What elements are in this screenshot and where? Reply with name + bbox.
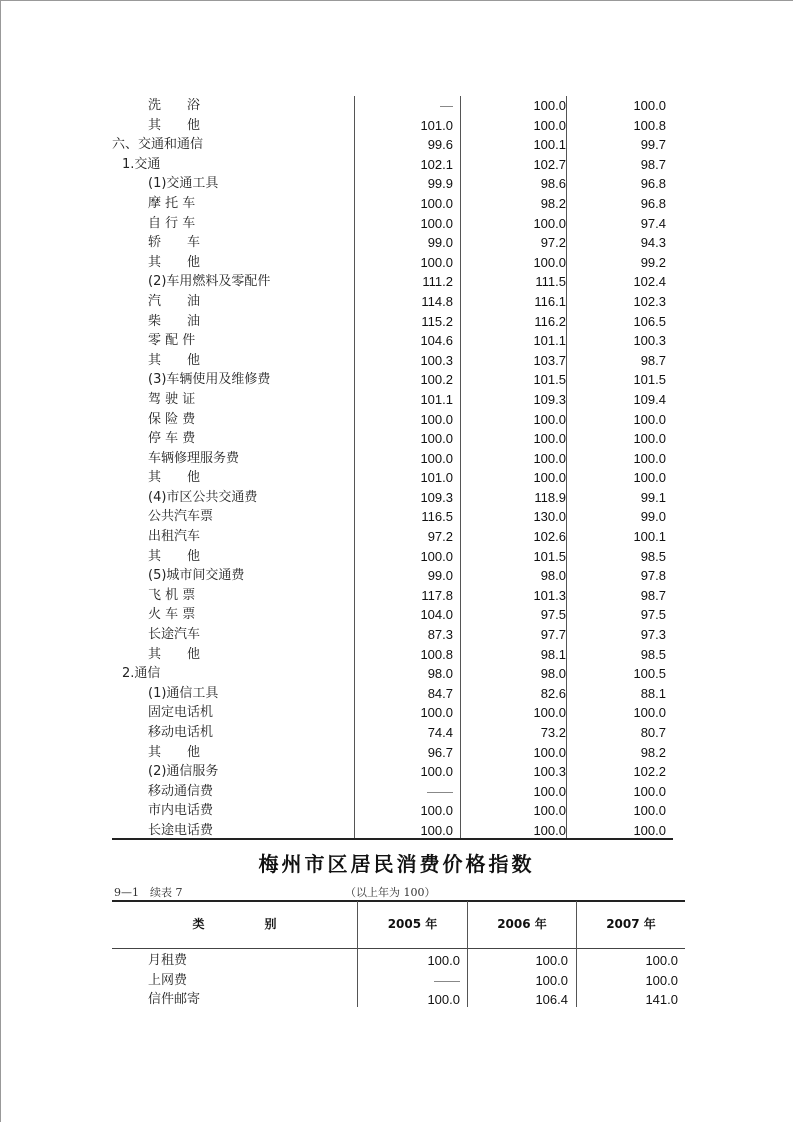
value-2007: 100.0 <box>633 411 666 427</box>
value-2005: 87.3 <box>427 627 453 643</box>
category-label: 长途汽车 <box>148 627 201 643</box>
table-row <box>112 370 673 390</box>
value-2007: 100.0 <box>633 431 666 447</box>
value-2005: 100.0 <box>427 992 460 1008</box>
category-label: 公共汽车票 <box>148 509 214 525</box>
table-row <box>112 331 673 351</box>
value-2006: 73.2 <box>540 725 566 740</box>
value-2006: 109.3 <box>533 391 566 407</box>
value-2006: 106.4 <box>535 992 568 1008</box>
value-2007: 98.2 <box>640 744 666 760</box>
category-label: 其 他 <box>148 254 201 270</box>
value-2006: 101.5 <box>533 372 566 388</box>
value-2005: 117.8 <box>421 587 453 603</box>
category-label: 柴 油 <box>148 313 201 329</box>
table-row <box>112 155 673 175</box>
header-2005: 2005 年 <box>387 917 438 931</box>
value-2006: 100.0 <box>533 822 566 838</box>
value-2007: 94.3 <box>640 235 666 251</box>
category-label: (1)通信工具 <box>148 685 219 701</box>
value-2007: 102.4 <box>633 274 666 290</box>
value-2006: 100.3 <box>533 764 566 780</box>
value-2005: 84.7 <box>427 685 453 701</box>
column-divider <box>460 96 461 838</box>
value-2007: 100.8 <box>633 117 666 133</box>
value-2007: 88.1 <box>640 685 666 701</box>
value-2006: 103.7 <box>533 352 566 368</box>
value-2006: 98.0 <box>540 568 566 584</box>
value-2005: 116.5 <box>421 509 453 525</box>
value-2005: 100.0 <box>420 764 453 780</box>
value-2005: 97.2 <box>427 529 453 545</box>
value-2005: 100.3 <box>420 352 453 368</box>
category-label: 移动通信费 <box>148 783 214 799</box>
value-2006: 100.0 <box>535 972 568 988</box>
value-2005: 100.8 <box>420 646 453 662</box>
value-2007: 99.2 <box>640 254 666 270</box>
table-row <box>112 782 673 802</box>
value-2006: 97.2 <box>540 235 566 251</box>
table-row <box>112 762 673 782</box>
value-2006: 101.5 <box>533 548 566 564</box>
value-2007: 100.0 <box>633 822 666 838</box>
value-2006: 100.0 <box>533 450 566 466</box>
table-row <box>112 801 673 821</box>
value-2005: 100.0 <box>420 705 453 721</box>
value-2006: 98.2 <box>540 195 566 211</box>
value-2005: —— <box>434 972 460 988</box>
category-label: 信件邮寄 <box>148 992 201 1008</box>
table-row <box>112 135 673 155</box>
table-row <box>112 194 673 214</box>
table-row <box>112 272 673 292</box>
category-label: 洗 浴 <box>148 98 201 113</box>
value-2006: 111.5 <box>535 274 566 290</box>
category-label: 停 车 费 <box>148 431 196 447</box>
value-2006: 100.0 <box>533 470 566 486</box>
value-2005: 100.0 <box>420 803 453 819</box>
value-2006: 130.0 <box>533 509 566 525</box>
category-label: 零 配 件 <box>148 333 196 349</box>
value-2007: 98.5 <box>640 548 666 564</box>
table-row <box>112 410 673 430</box>
value-2007: 97.8 <box>640 568 666 584</box>
table-row <box>112 507 673 527</box>
category-label: (5)城市间交通费 <box>148 568 245 584</box>
value-2006: 102.7 <box>533 156 566 172</box>
base-note: （以上年为 100） <box>345 886 436 899</box>
value-2005: 104.6 <box>420 333 453 349</box>
value-2005: 74.4 <box>427 725 453 740</box>
category-label: (2)通信服务 <box>148 764 219 780</box>
value-2007: 100.0 <box>645 972 678 988</box>
table-row <box>112 214 673 234</box>
value-2007: 100.0 <box>645 953 678 968</box>
value-2007: 99.7 <box>640 137 666 153</box>
value-2006: 100.0 <box>533 411 566 427</box>
value-2007: 106.5 <box>633 313 666 329</box>
value-2007: 141.0 <box>645 992 678 1008</box>
value-2007: 80.7 <box>640 725 666 740</box>
value-2007: 96.8 <box>640 176 666 192</box>
category-label: 出租汽车 <box>148 529 201 545</box>
category-label: 火 车 票 <box>148 607 196 623</box>
value-2005: 96.7 <box>427 744 453 760</box>
table-row <box>112 292 673 312</box>
value-2007: 98.7 <box>640 352 666 368</box>
table-row <box>112 971 685 991</box>
value-2006: 100.0 <box>533 215 566 231</box>
category-label: 其 他 <box>148 646 201 662</box>
category-label: 上网费 <box>148 972 188 988</box>
category-label: 六、交通和通信 <box>112 137 204 153</box>
table-row <box>112 723 673 743</box>
table-row <box>112 703 673 723</box>
value-2005: 104.0 <box>420 607 453 623</box>
table-row <box>112 566 673 586</box>
category-label: (4)市区公共交通费 <box>148 489 258 505</box>
column-divider <box>566 96 567 838</box>
value-2007: 100.1 <box>633 529 666 545</box>
value-2006: 100.0 <box>533 744 566 760</box>
category-label: 其 他 <box>148 470 201 486</box>
value-2005: 115.2 <box>421 313 453 329</box>
value-2006: 82.6 <box>540 685 566 701</box>
value-2007: 101.5 <box>633 372 666 388</box>
value-2006: 118.9 <box>534 489 566 505</box>
table-bottom-rule <box>112 838 673 840</box>
value-2005: 99.6 <box>427 137 453 153</box>
category-label: 其 他 <box>148 117 201 133</box>
category-label: 市内电话费 <box>148 803 214 819</box>
table-row <box>112 174 673 194</box>
value-2006: 100.0 <box>535 953 568 968</box>
value-2005: 100.0 <box>420 548 453 564</box>
table-row <box>112 233 673 253</box>
value-2007: 100.0 <box>633 705 666 721</box>
category-label: 其 他 <box>148 744 201 760</box>
header-2007: 2007 年 <box>606 917 656 931</box>
category-label: 飞 机 票 <box>148 587 196 603</box>
category-label: 自 行 车 <box>148 215 196 231</box>
value-2005: — <box>440 98 453 113</box>
value-2007: 100.5 <box>633 666 666 682</box>
cpi-table-continued <box>112 96 673 841</box>
value-2005: 100.0 <box>420 822 453 838</box>
value-2005: 101.0 <box>420 470 453 486</box>
value-2006: 98.1 <box>540 646 566 662</box>
value-2005: 100.0 <box>420 431 453 447</box>
value-2005: 114.8 <box>421 293 453 309</box>
value-2007: 99.0 <box>640 509 666 525</box>
value-2006: 100.0 <box>533 117 566 133</box>
table-row <box>112 743 673 763</box>
value-2006: 116.2 <box>534 313 566 329</box>
category-label: 移动电话机 <box>148 725 214 740</box>
category-label: 摩 托 车 <box>148 195 196 211</box>
value-2006: 97.5 <box>540 607 566 623</box>
value-2005: 100.2 <box>420 372 453 388</box>
value-2007: 99.1 <box>640 489 666 505</box>
table-row <box>112 488 673 508</box>
header-rule <box>112 948 685 949</box>
column-divider <box>354 96 355 838</box>
table-row <box>112 527 673 547</box>
value-2006: 100.0 <box>533 705 566 721</box>
value-2005: 100.0 <box>420 254 453 270</box>
value-2007: 98.7 <box>640 156 666 172</box>
value-2006: 102.6 <box>533 529 566 545</box>
value-2007: 102.2 <box>633 764 666 780</box>
table-row <box>112 605 673 625</box>
value-2006: 100.0 <box>533 803 566 819</box>
category-label: 驾 驶 证 <box>148 391 196 407</box>
category-label: 1.交通 <box>122 156 161 172</box>
table-row <box>112 390 673 410</box>
value-2005: 111.2 <box>422 274 453 290</box>
table-row <box>112 664 673 684</box>
value-2006: 116.1 <box>534 293 566 309</box>
value-2007: 100.0 <box>633 470 666 486</box>
category-label: 汽 油 <box>148 293 201 309</box>
category-label: 其 他 <box>148 548 201 564</box>
category-label: 车辆修理服务费 <box>148 450 240 466</box>
value-2006: 101.3 <box>533 587 566 603</box>
category-label: 长途电话费 <box>148 822 214 838</box>
header-category: 类 别 <box>192 917 277 931</box>
value-2005: 101.1 <box>420 391 453 407</box>
category-label: 保 险 费 <box>148 411 196 427</box>
value-2007: 96.8 <box>640 195 666 211</box>
value-2006: 100.0 <box>533 98 566 113</box>
value-2007: 97.3 <box>640 627 666 643</box>
value-2007: 100.0 <box>633 450 666 466</box>
category-label: 其 他 <box>148 352 201 368</box>
value-2007: 97.5 <box>640 607 666 623</box>
value-2006: 98.0 <box>540 666 566 682</box>
category-label: (3)车辆使用及维修费 <box>148 372 271 388</box>
table-row <box>112 951 685 971</box>
value-2005: 100.0 <box>420 450 453 466</box>
value-2005: 100.0 <box>420 195 453 211</box>
value-2006: 100.0 <box>533 431 566 447</box>
value-2006: 98.6 <box>540 176 566 192</box>
value-2005: 100.0 <box>420 411 453 427</box>
value-2005: 99.0 <box>427 235 453 251</box>
table-row <box>112 625 673 645</box>
table-row <box>112 429 673 449</box>
value-2007: 97.4 <box>640 215 666 231</box>
table-row <box>112 547 673 567</box>
category-label: (2)车用燃料及零配件 <box>148 274 271 290</box>
value-2007: 102.3 <box>633 293 666 309</box>
value-2005: —— <box>427 783 453 799</box>
value-2007: 100.0 <box>633 783 666 799</box>
value-2005: 100.0 <box>420 215 453 231</box>
table-body <box>112 951 685 1010</box>
value-2007: 98.5 <box>640 646 666 662</box>
category-label: 2.通信 <box>122 666 161 682</box>
value-2005: 98.0 <box>427 666 453 682</box>
table-row <box>112 312 673 332</box>
table-row <box>112 645 673 665</box>
table-number: 9—1 续表 7 <box>114 886 183 899</box>
header-2006: 2006 年 <box>497 917 547 931</box>
page-title: 梅州市区居民消费价格指数 <box>258 852 535 876</box>
value-2005: 101.0 <box>420 117 453 133</box>
table-row <box>112 253 673 273</box>
value-2007: 100.0 <box>633 98 666 113</box>
category-label: 固定电话机 <box>148 705 214 721</box>
value-2006: 100.0 <box>533 254 566 270</box>
value-2006: 101.1 <box>533 333 566 349</box>
table-row <box>112 449 673 469</box>
category-label: 轿 车 <box>148 235 201 251</box>
table-row <box>112 116 673 136</box>
value-2005: 102.1 <box>420 156 453 172</box>
value-2007: 100.0 <box>633 803 666 819</box>
value-2005: 100.0 <box>427 953 460 968</box>
table-row <box>112 990 685 1010</box>
table-row <box>112 351 673 371</box>
value-2005: 99.9 <box>427 176 453 192</box>
value-2006: 100.0 <box>533 783 566 799</box>
value-2006: 100.1 <box>533 137 566 153</box>
table-row <box>112 684 673 704</box>
column-divider <box>576 901 577 949</box>
table-row <box>112 586 673 606</box>
value-2006: 97.7 <box>540 627 566 643</box>
value-2007: 109.4 <box>633 391 666 407</box>
category-label: (1)交通工具 <box>148 176 219 192</box>
table-row <box>112 468 673 488</box>
value-2007: 98.7 <box>640 587 666 603</box>
table-row <box>112 96 673 116</box>
table-body <box>112 96 673 841</box>
value-2007: 100.3 <box>633 333 666 349</box>
value-2005: 99.0 <box>427 568 453 584</box>
category-label: 月租费 <box>148 953 188 968</box>
value-2005: 109.3 <box>420 489 453 505</box>
